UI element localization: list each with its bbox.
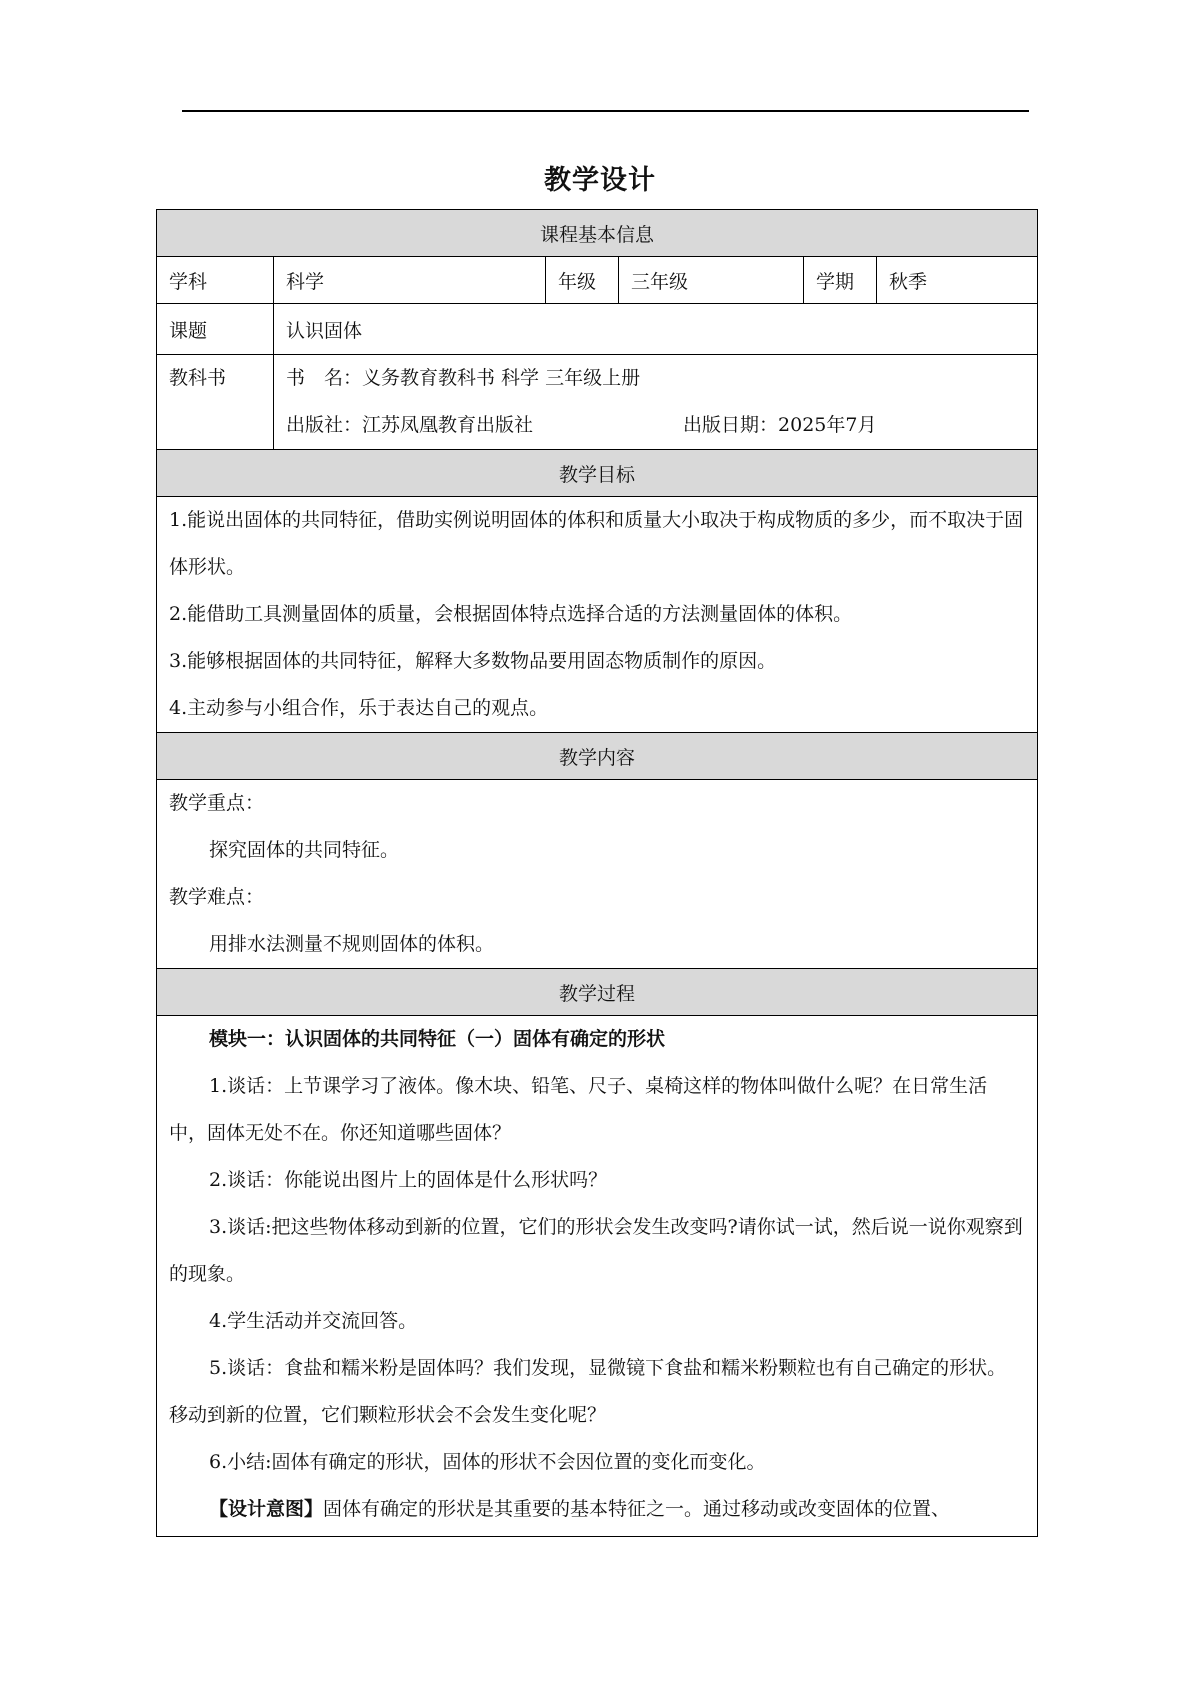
info-row-subject [157, 257, 1038, 304]
info-row-textbook [157, 355, 1038, 450]
process-step: 2.谈话：你能说出图片上的固体是什么形状吗？ [209, 1169, 608, 1191]
process-step: 1.谈话：上节课学习了液体。像木块、铅笔、尺子、桌椅这样的物体叫做什么呢？在日常生活中，固体无处不在。你还知道哪些固体？ [169, 1075, 988, 1144]
section-header-objectives: 教学目标 [157, 450, 1038, 497]
objective-item: 4.主动参与小组合作，乐于表达自己的观点。 [169, 697, 549, 719]
textbook-label-cell [157, 355, 274, 450]
section-basic-info-row [157, 210, 1038, 257]
process-step: 5.谈话：食盐和糯米粉是固体吗？我们发现，显微镜下食盐和糯米粉颗粒也有自己确定的形状。移动到新的位置，它们颗粒形状会不会发生变化呢？ [169, 1357, 1007, 1426]
process-step: 4.学生活动并交流回答。 [209, 1310, 418, 1332]
grade-value: 三年级 [619, 257, 804, 304]
publisher-line [286, 402, 1025, 449]
content-details [157, 780, 1038, 969]
document-title: 教学设计 [544, 165, 656, 196]
content-row [157, 780, 1038, 969]
textbook-details [274, 355, 1038, 450]
publish-date: 出版日期：2025年7月 [683, 414, 877, 436]
module-title: 模块一：认识固体的共同特征（一）固体有确定的形状 [209, 1028, 666, 1050]
design-intent-text: 固体有确定的形状是其重要的基本特征之一。通过移动或改变固体的位置、 [323, 1498, 951, 1520]
objectives-list [157, 497, 1038, 733]
design-intent [169, 1486, 1025, 1536]
section-content-row [157, 733, 1038, 780]
key-point-label: 教学重点： [169, 792, 265, 814]
section-header-process: 教学过程 [157, 969, 1038, 1016]
subject-label: 学科 [157, 257, 274, 304]
section-objectives-row [157, 450, 1038, 497]
topic-value: 认识固体 [274, 304, 1038, 355]
info-row-topic [157, 304, 1038, 355]
difficulty-label: 教学难点： [169, 886, 265, 908]
objective-item: 1.能说出固体的共同特征，借助实例说明固体的体积和质量大小取决于构成物质的多少，而不取决于固体形状。 [169, 509, 1024, 578]
term-value: 秋季 [877, 257, 1038, 304]
subject-value: 科学 [274, 257, 546, 304]
section-process-row [157, 969, 1038, 1016]
lesson-plan-table [156, 209, 1038, 1537]
grade-label: 年级 [546, 257, 619, 304]
objective-item: 2.能借助工具测量固体的质量，会根据固体特点选择合适的方法测量固体的体积。 [169, 603, 853, 625]
publisher: 出版社：江苏凤凰教育出版社 [286, 414, 534, 436]
objective-item: 3.能够根据固体的共同特征，解释大多数物品要用固态物质制作的原因。 [169, 650, 777, 672]
design-intent-label: 【设计意图】 [209, 1498, 324, 1520]
textbook-label: 教科书 [169, 367, 227, 389]
process-details [157, 1016, 1038, 1537]
process-row [157, 1016, 1038, 1537]
process-step: 3.谈话:把这些物体移动到新的位置，它们的形状会发生改变吗?请你试一试，然后说一说你观察到的现象。 [169, 1216, 1023, 1285]
difficulty-text: 用排水法测量不规则固体的体积。 [209, 933, 495, 955]
header-rule [182, 110, 1029, 112]
objectives-row [157, 497, 1038, 733]
key-point-text: 探究固体的共同特征。 [209, 839, 400, 861]
process-step: 6.小结:固体有确定的形状，固体的形状不会因位置的变化而变化。 [209, 1451, 766, 1473]
section-header-basic-info: 课程基本信息 [157, 210, 1038, 257]
section-header-content: 教学内容 [157, 733, 1038, 780]
term-label: 学期 [804, 257, 877, 304]
topic-label: 课题 [157, 304, 274, 355]
book-name: 书 名：义务教育教科书 科学 三年级上册 [286, 367, 641, 389]
